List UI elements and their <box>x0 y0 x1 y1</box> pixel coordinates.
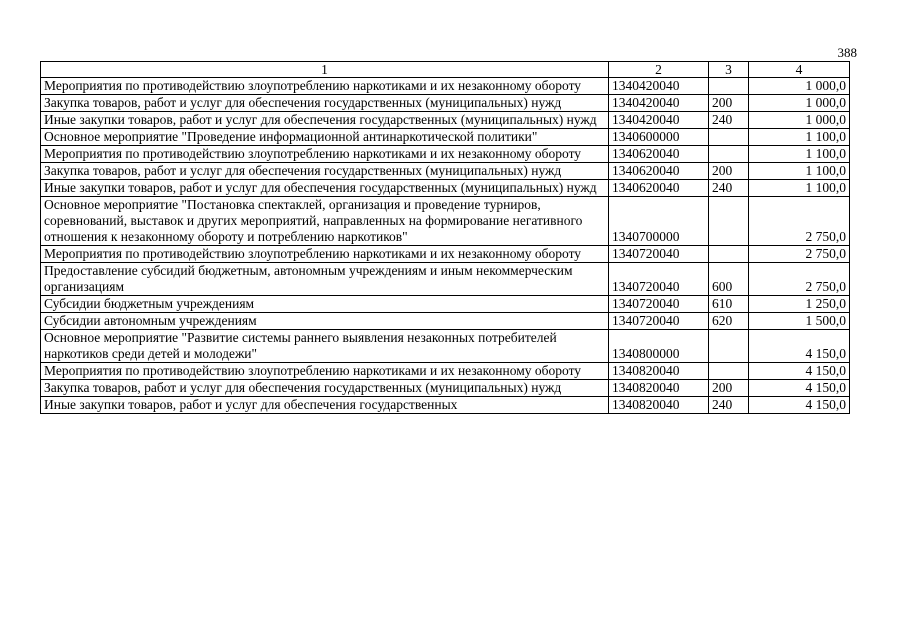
row-code: 1340600000 <box>609 129 709 146</box>
table-row <box>41 146 850 163</box>
row-vr: 200 <box>709 95 749 112</box>
row-vr: 240 <box>709 112 749 129</box>
row-name: Мероприятия по противодействию злоупотреблению наркотиками и их незаконному обороту <box>41 246 609 263</box>
row-code: 1340420040 <box>609 112 709 129</box>
row-amount: 1 000,0 <box>749 112 850 129</box>
row-vr <box>709 330 749 363</box>
table-row <box>41 263 850 296</box>
row-code: 1340720040 <box>609 263 709 296</box>
table-row <box>41 363 850 380</box>
row-code: 1340720040 <box>609 296 709 313</box>
row-amount: 4 150,0 <box>749 363 850 380</box>
column-header-code: 2 <box>609 62 709 78</box>
row-name: Закупка товаров, работ и услуг для обеспечения государственных (муниципальных) нужд <box>41 380 609 397</box>
page-number: 388 <box>837 45 857 60</box>
row-code: 1340820040 <box>609 363 709 380</box>
row-amount: 1 100,0 <box>749 146 850 163</box>
table-row <box>41 313 850 330</box>
row-code: 1340620040 <box>609 146 709 163</box>
column-header-name: 1 <box>41 62 609 78</box>
row-name: Мероприятия по противодействию злоупотреблению наркотиками и их незаконному обороту <box>41 146 609 163</box>
row-amount: 1 100,0 <box>749 129 850 146</box>
table-row <box>41 95 850 112</box>
column-header-amount: 4 <box>749 62 850 78</box>
table-header-row <box>41 62 850 78</box>
row-code: 1340800000 <box>609 330 709 363</box>
row-code: 1340820040 <box>609 397 709 414</box>
row-vr <box>709 78 749 95</box>
row-code: 1340720040 <box>609 313 709 330</box>
row-name: Иные закупки товаров, работ и услуг для обеспечения государственных (муниципальных) нужд <box>41 180 609 197</box>
row-vr <box>709 129 749 146</box>
row-name: Субсидии бюджетным учреждениям <box>41 296 609 313</box>
row-code: 1340820040 <box>609 380 709 397</box>
row-name: Мероприятия по противодействию злоупотреблению наркотиками и их незаконному обороту <box>41 363 609 380</box>
row-amount: 1 000,0 <box>749 95 850 112</box>
row-amount: 1 250,0 <box>749 296 850 313</box>
table-row <box>41 112 850 129</box>
row-amount: 2 750,0 <box>749 263 850 296</box>
row-amount: 1 500,0 <box>749 313 850 330</box>
table-row <box>41 197 850 246</box>
table-row <box>41 246 850 263</box>
table-row <box>41 129 850 146</box>
row-amount: 4 150,0 <box>749 380 850 397</box>
table-row <box>41 296 850 313</box>
row-name: Иные закупки товаров, работ и услуг для обеспечения государственных (муниципальных) нужд <box>41 112 609 129</box>
table-row <box>41 330 850 363</box>
row-vr: 240 <box>709 397 749 414</box>
row-amount: 1 000,0 <box>749 78 850 95</box>
row-code: 1340620040 <box>609 163 709 180</box>
row-name: Субсидии автономным учреждениям <box>41 313 609 330</box>
row-amount: 2 750,0 <box>749 197 850 246</box>
row-vr: 610 <box>709 296 749 313</box>
row-vr <box>709 363 749 380</box>
row-amount: 4 150,0 <box>749 330 850 363</box>
row-vr: 240 <box>709 180 749 197</box>
row-vr: 200 <box>709 163 749 180</box>
row-code: 1340420040 <box>609 95 709 112</box>
table-row <box>41 397 850 414</box>
table-row <box>41 163 850 180</box>
row-code: 1340420040 <box>609 78 709 95</box>
row-name: Закупка товаров, работ и услуг для обеспечения государственных (муниципальных) нужд <box>41 163 609 180</box>
table-row <box>41 78 850 95</box>
row-amount: 2 750,0 <box>749 246 850 263</box>
row-code: 1340620040 <box>609 180 709 197</box>
column-header-vr: 3 <box>709 62 749 78</box>
row-name: Основное мероприятие "Проведение информационной антинаркотической политики" <box>41 129 609 146</box>
table-row <box>41 380 850 397</box>
row-name: Предоставление субсидий бюджетным, автономным учреждениям и иным некоммерческим организациям <box>41 263 609 296</box>
row-vr: 200 <box>709 380 749 397</box>
row-code: 1340700000 <box>609 197 709 246</box>
row-vr <box>709 246 749 263</box>
row-name: Основное мероприятие "Постановка спектаклей, организация и проведение турниров, соревнований, выставок и других мероприятий, направленных на формирование негативного отношения к незаконному обороту и потреблению наркотиков" <box>41 197 609 246</box>
budget-table <box>40 61 850 414</box>
row-amount: 1 100,0 <box>749 163 850 180</box>
row-vr <box>709 146 749 163</box>
table-row <box>41 180 850 197</box>
row-vr <box>709 197 749 246</box>
row-vr: 620 <box>709 313 749 330</box>
row-vr: 600 <box>709 263 749 296</box>
row-amount: 1 100,0 <box>749 180 850 197</box>
row-name: Мероприятия по противодействию злоупотреблению наркотиками и их незаконному обороту <box>41 78 609 95</box>
row-name: Иные закупки товаров, работ и услуг для обеспечения государственных <box>41 397 609 414</box>
row-name: Закупка товаров, работ и услуг для обеспечения государственных (муниципальных) нужд <box>41 95 609 112</box>
row-name: Основное мероприятие "Развитие системы раннего выявления незаконных потребителей наркотиков среди детей и молодежи" <box>41 330 609 363</box>
row-amount: 4 150,0 <box>749 397 850 414</box>
row-code: 1340720040 <box>609 246 709 263</box>
